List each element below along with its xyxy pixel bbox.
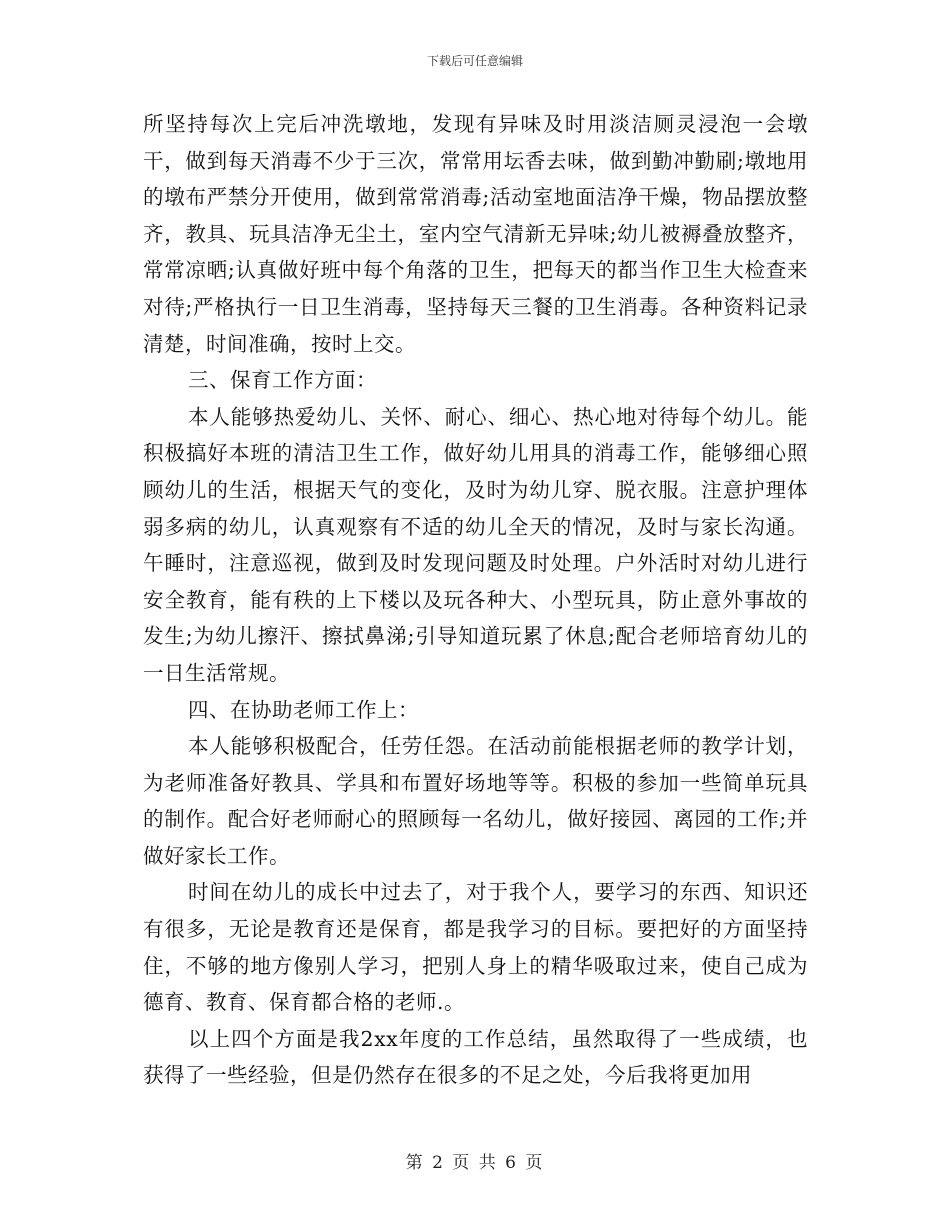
document-body (143, 106, 808, 1094)
section-heading-4: 四、在协助老师工作上： (188, 697, 419, 722)
body-paragraph-4: 时间在幼儿的成长中过去了，对于我个人，要学习的东西、知识还有很多，无论是教育还是保育，都是我学习的目标。要把好的方面坚持住，不够的地方像别人学习，把别人身上的精华吸取过来，使自己成为德育、教育、保育都合格的老师.。 (143, 880, 808, 1015)
page-number: 第 2 页 共 6 页 (405, 1153, 545, 1173)
page-header: 下载后可任意编辑 (426, 54, 523, 68)
body-paragraph-1: 所坚持每次上完后冲洗墩地，发现有异味及时用淡洁厕灵浸泡一会墩干，做到每天消毒不少于三次，常常用坛香去味，做到勤冲勤刷;墩地用的墩布严禁分开使用，做到常常消毒;活动室地面洁净干燥，物品摆放整齐，教具、玩具洁净无尘土，室内空气清新无异味;幼儿被褥叠放整齐，常常凉晒;认真做好班中每个角落的卫生，把每天的都当作卫生大检查来对待;严格执行一日卫生消毒，坚持每天三餐的卫生消毒。各种资料记录清楚，时间准确，按时上交。 (143, 112, 808, 356)
body-paragraph-5: 以上四个方面是我2xx年度的工作总结，虽然取得了一些成绩，也获得了一些经验，但是仍然存在很多的不足之处，今后我将更加用 (143, 1026, 808, 1088)
body-paragraph-3: 本人能够积极配合，任劳任怨。在活动前能根据老师的教学计划，为老师准备好教具、学具和布置好场地等等。积极的参加一些简单玩具的制作。配合好老师耐心的照顾每一名幼儿，做好接园、离园的工作;并做好家长工作。 (143, 734, 808, 868)
section-heading-3: 三、保育工作方面： (188, 368, 377, 393)
body-paragraph-2: 本人能够热爱幼儿、关怀、耐心、细心、热心地对待每个幼儿。能积极搞好本班的清洁卫生工作，做好幼儿用具的消毒工作，能够细心照顾幼儿的生活，根据天气的变化，及时为幼儿穿、脱衣服。注意护理体弱多病的幼儿，认真观察有不适的幼儿全天的情况，及时与家长沟通。午睡时，注意巡视，做到及时发现问题及时处理。户外活时对幼儿进行安全教育，能有秩的上下楼以及玩各种大、小型玩具，防止意外事故的发生;为幼儿擦汗、擦拭鼻涕;引导知道玩累了休息;配合老师培育幼儿的一日生活常规。 (143, 404, 808, 685)
